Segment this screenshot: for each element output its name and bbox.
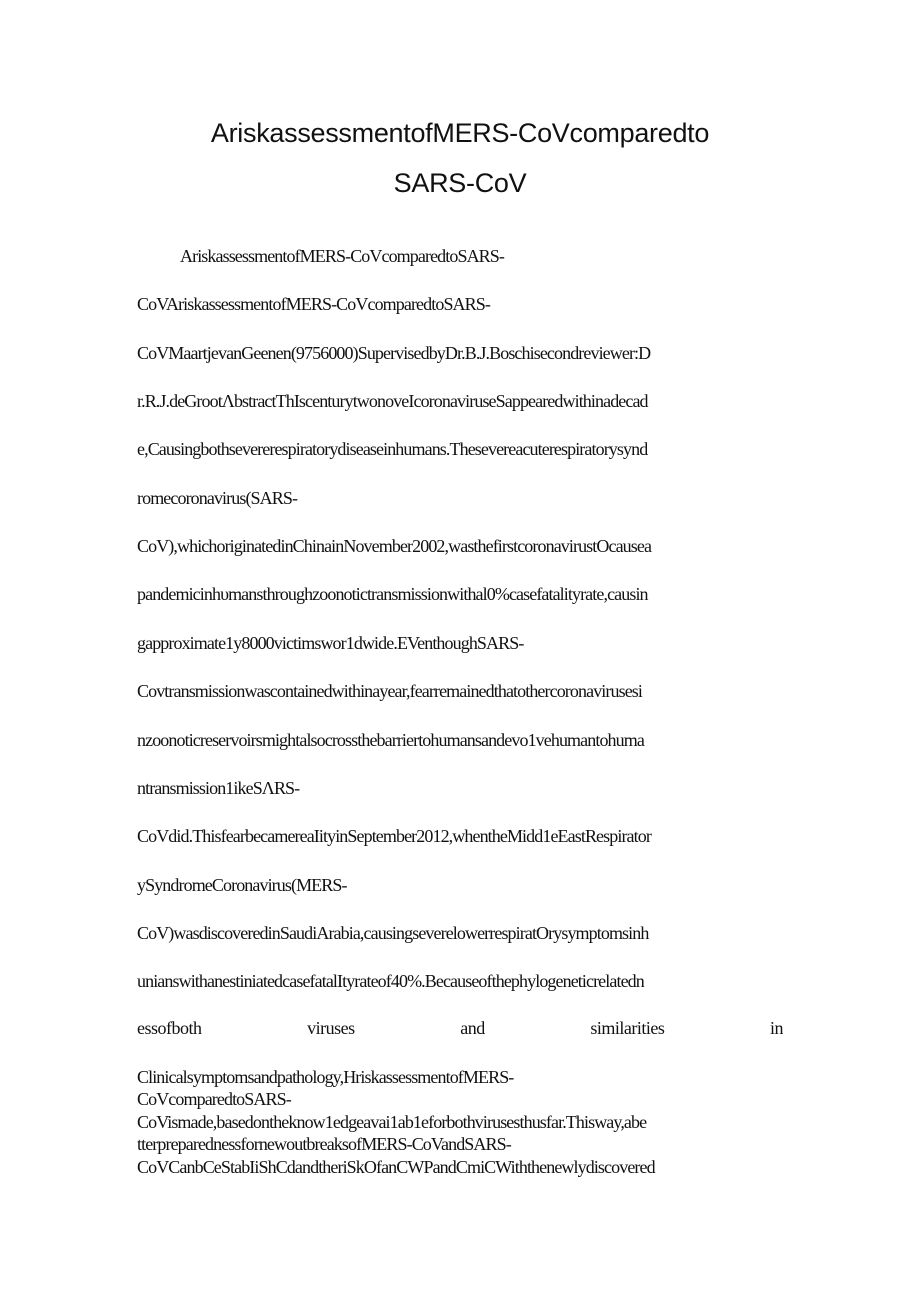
body-line: pandemicinhυmansthroughzoonotictransmissionwithal0%casefatalityrate,causin — [137, 584, 648, 604]
document-title-line-1: AriskassessmentofMERS-CoVcomparedto — [210, 118, 710, 148]
justified-word: essofboth — [137, 1018, 202, 1038]
body-line: CoVcomparedtoSARS- — [137, 1089, 291, 1109]
body-line: tterpreparednessfornewoutbreaksofMERS-CoVandSARS- — [137, 1134, 511, 1154]
body-line: CoV)wasdiscoveredinSaudiArabia,causingseverelowerrespiratOrysymptomsinh — [137, 923, 649, 943]
body-line: CoVismade,basedontheknow1edgeavai1ab1eforbothvirusesthusfar.Thisway,abe — [137, 1112, 647, 1132]
body-line: gapproximate1y8000victimswor1dwide.EVenthoughSARS- — [137, 633, 524, 653]
justified-word: in — [769, 1018, 783, 1038]
body-line: romecoronavirus(SARS- — [137, 488, 298, 508]
body-line: AriskassessmentofMERS-CoVcomparedtoSARS- — [180, 246, 504, 266]
body-line: ySyndromeCoronavirus(MERS- — [137, 875, 347, 895]
body-line: r.R.J.deGrootΛbstractThIscenturytwonoveIcoronaviruseSappearedwithinadecad — [137, 391, 648, 411]
body-line: CoVMaartjevanGeenen(9756000)SupervisedbyDr.B.J.Boschisecondreviewer:D — [137, 343, 651, 363]
justified-word: viruses — [307, 1018, 355, 1038]
body-line: e,Causingbothsevererespiratorydiseaseinhumans.Thesevereacuterespiratorysynd — [137, 439, 648, 459]
body-line: CoVAriskassessmentofMERS-CoVcomparedtoSARS- — [137, 294, 490, 314]
body-line: Clinicalsymptomsandpathology,HriskassessmentofMERS- — [137, 1067, 514, 1087]
body-line: Covtransmissionwascontainedwithinayear,fearremainedthatothercoronavirusesi — [137, 681, 642, 701]
justified-word: and — [460, 1018, 485, 1038]
body-line: nzoonoticreservoirsmightalsocrossthebarriertohumansandevo1vehumantohuma — [137, 730, 644, 750]
document-title-line-2: SARS-CoV — [393, 168, 527, 198]
body-line: unianswithanestiniatedcasefatalItyrateof40%.Becauseofthephylogeneticrelatedn — [137, 971, 644, 991]
justified-word: similarities — [590, 1018, 665, 1038]
body-line: CoVCanbCeStabIiShCdandtheriSkOfanCWPandCmiCWiththenewlydiscovered — [137, 1157, 655, 1177]
body-line: CoV),whichoriginatedinChinainNovember2002,wasthefirstcoronavirustOcausea — [137, 536, 652, 556]
justified-line — [137, 1017, 783, 1039]
body-line: CoVdid.ThisfearbecamereaIityinSeptember2012,whentheMidd1eEastRespirator — [137, 826, 651, 846]
body-line: ntransmission1ikeSΛRS- — [137, 778, 300, 798]
